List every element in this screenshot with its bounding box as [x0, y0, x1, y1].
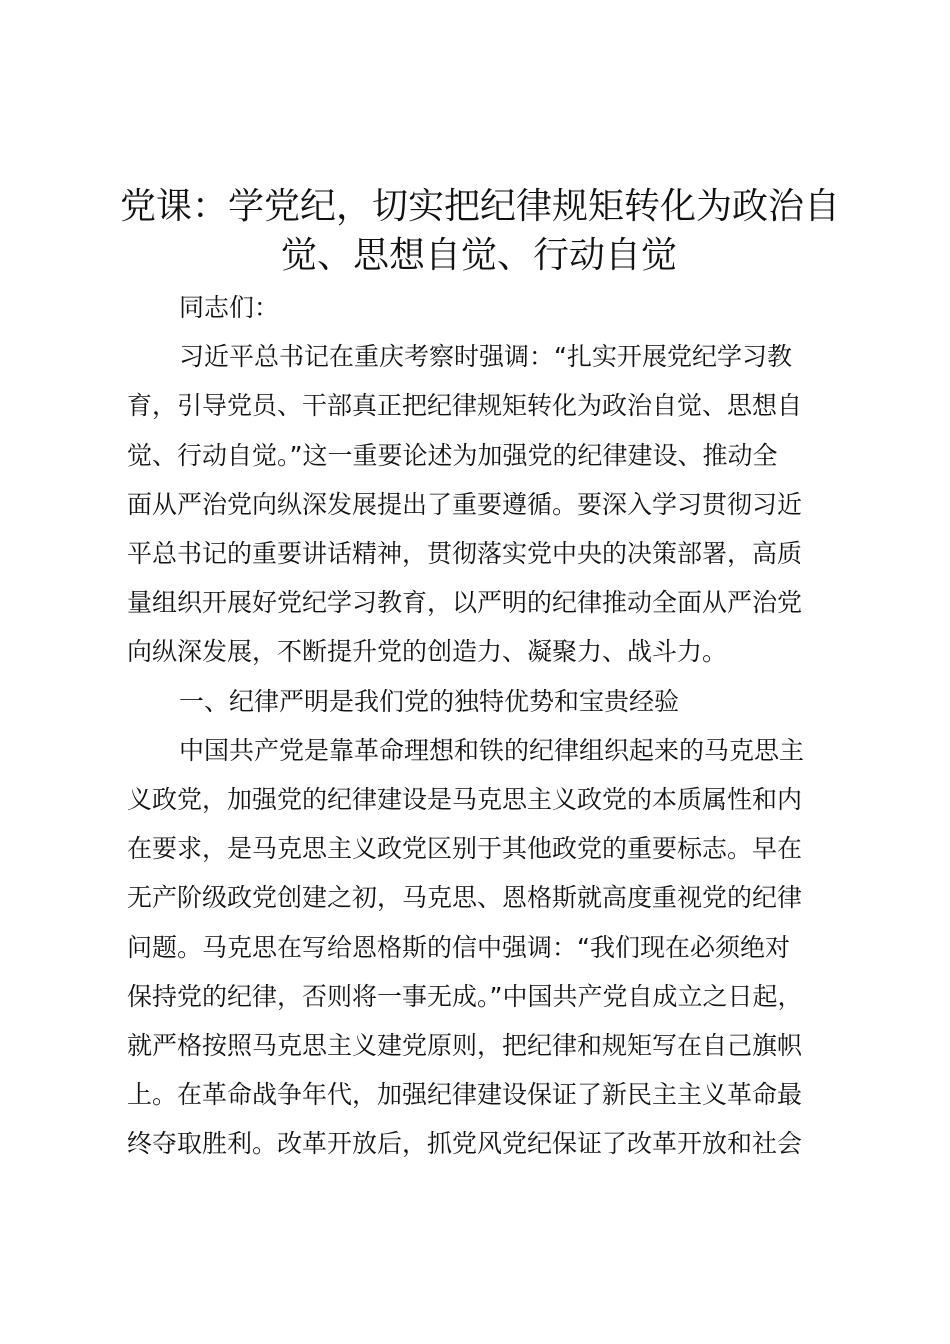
- section-heading: 一、纪律严明是我们党的独特优势和宝贵经验: [179, 686, 680, 716]
- paragraph-line: 上。在革命战争年代，加强纪律建设保证了新民主主义革命最: [127, 1080, 803, 1110]
- salutation-line: 同志们：: [179, 293, 280, 322]
- paragraph-line: 终夺取胜利。改革开放后，抓党风党纪保证了改革开放和社会: [127, 1129, 803, 1159]
- paragraph-line: 义政党，加强党的纪律建设是马克思主义政党的本质属性和内: [127, 785, 803, 815]
- paragraph-line: 无产阶级政党创建之初，马克思、恩格斯就高度重视党的纪律: [127, 883, 803, 913]
- paragraph-line: 面从严治党向纵深发展提出了重要遵循。要深入学习贯彻习近: [127, 489, 803, 519]
- paragraph-line: 向纵深发展，不断提升党的创造力、凝聚力、战斗力。: [127, 637, 728, 667]
- paragraph-line: 问题。马克思在写给恩格斯的信中强调：“我们现在必须绝对: [127, 932, 790, 962]
- paragraph-line: 中国共产党是靠革命理想和铁的纪律组织起来的马克思主: [179, 735, 805, 765]
- title-line-1: 党课：学党纪，切实把纪律规矩转化为政治自: [120, 186, 841, 227]
- paragraph-line: 保持党的纪律，否则将一事无成。”中国共产党自成立之日起，: [127, 981, 803, 1011]
- paragraph-line: 习近平总书记在重庆考察时强调：“扎实开展党纪学习教: [179, 342, 792, 372]
- paragraph-line: 平总书记的重要讲话精神，贯彻落实党中央的决策部署，高质: [127, 539, 803, 569]
- document-title: [120, 182, 841, 280]
- paragraph-line: 觉、行动自觉。”这一重要论述为加强党的纪律建设、推动全: [127, 440, 778, 470]
- paragraph-line: 就严格按照马克思主义建党原则，把纪律和规矩写在自己旗帜: [127, 1031, 803, 1061]
- title-line-2: 觉、思想自觉、行动自觉: [280, 235, 677, 276]
- paragraph-line: 量组织开展好党纪学习教育，以严明的纪律推动全面从严治党: [127, 588, 803, 618]
- paragraph-line: 育，引导党员、干部真正把纪律规矩转化为政治自觉、思想自: [127, 391, 803, 421]
- document-body: [127, 283, 837, 1169]
- paragraph-line: 在要求，是马克思主义政党区别于其他政党的重要标志。早在: [127, 834, 803, 864]
